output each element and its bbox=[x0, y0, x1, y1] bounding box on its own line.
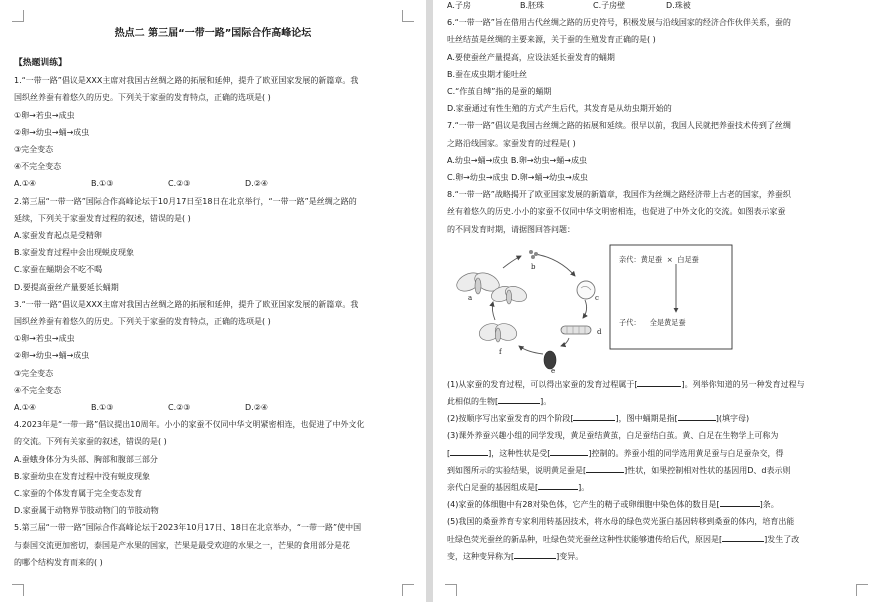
option-a: A.子房 bbox=[447, 1, 471, 10]
sub-question-1-cont: 此相似的生物[ ]。 bbox=[447, 397, 552, 407]
option-c: C.子房壁 bbox=[593, 1, 626, 10]
option-c: C.②③ bbox=[168, 179, 191, 189]
option-a: A.家蚕发育起点是受精卵 bbox=[14, 231, 102, 241]
statement-item: ③完全变态 bbox=[14, 145, 54, 155]
answer-options bbox=[447, 0, 866, 14]
question-line: 延续，下列关于家蚕发育过程的叙述，错误的是( ) bbox=[14, 213, 191, 223]
option-c: C.家蚕在蛹期会不吃不喝 bbox=[14, 265, 103, 275]
question-line: 6.“一带一路”旨在借用古代丝绸之路的历史符号，积极发展与沿线国家的经济合作伙伴关系，蚕的 bbox=[447, 18, 791, 28]
corner-mark-bottom-right bbox=[856, 584, 868, 596]
option-b: B.蚕在成虫期才能吐丝 bbox=[447, 69, 528, 79]
option-d: D.家蚕通过有性生殖的方式产生后代，其发育是从幼虫期开始的 bbox=[447, 104, 672, 114]
answer-blank[interactable] bbox=[538, 489, 578, 490]
answer-blank[interactable] bbox=[637, 386, 681, 387]
page-title: 热点二 第三届“一带一路”国际合作高峰论坛 bbox=[114, 28, 312, 39]
option-d: D.珠被 bbox=[666, 1, 691, 10]
corner-mark-bottom-left bbox=[445, 584, 457, 596]
cocoon-icon bbox=[577, 281, 595, 299]
sub-question-5-cont: 变，这种变异称为[ ]变异。 bbox=[447, 551, 584, 561]
sub-question-3-cont: 亲代白足蚕的基因组成是[ ]。 bbox=[447, 483, 590, 493]
question-line: 与泰国交流更加密切，泰国是产水果的国家，芒果是最受欢迎的水果之一，芒果的食用部分是花 bbox=[14, 540, 350, 550]
option-c: C.“作茧自缚”指的是蚕的蛹期 bbox=[447, 87, 552, 97]
page-left-content bbox=[14, 22, 412, 571]
question-line: 之路沿线国家。家蚕发育的过程是( ) bbox=[447, 138, 576, 148]
sub-question-2: (2)按顺序写出家蚕发育的四个阶段[ ]，图中蛹期是指[ ](填字母) bbox=[447, 414, 750, 424]
corner-mark-bottom-left bbox=[12, 584, 24, 596]
stage-label-d: d bbox=[597, 327, 602, 336]
option-row: C.卵→幼虫→成虫 D.卵→蛹→幼虫→成虫 bbox=[447, 173, 588, 183]
answer-blank[interactable] bbox=[514, 558, 556, 559]
answer-blank[interactable] bbox=[722, 541, 764, 542]
question-line: 国织丝养蚕有着悠久的历史。下列关于家蚕的发育特点，正确的选项是( ) bbox=[14, 93, 271, 103]
stage-label-c: c bbox=[595, 293, 599, 302]
question-line: 3.“一带一路”倡议是XXX主席对我国古丝绸之路的拓展和延伸，提升了欧亚国家发展的新篇章。我 bbox=[14, 299, 359, 309]
statement-item: ③完全变态 bbox=[14, 368, 54, 378]
statement-item: ④不完全变态 bbox=[14, 162, 62, 172]
question-line: 1.“一带一路”倡议是XXX主席对我国古丝绸之路的拓展和延伸，提升了欧亚国家发展的新篇章。我 bbox=[14, 76, 359, 86]
sub-question-1: (1)从家蚕的发育过程，可以得出家蚕的发育过程属于[ ]。列举你知道的另一种发育过程与 bbox=[447, 379, 805, 389]
sub-question-4: (4)家蚕的体细胞中有28对染色体，它产生的精子或卵细胞中染色体的数目是[ ]条。 bbox=[447, 500, 779, 510]
question-line: 5.第三届“一带一路”国际合作高峰论坛于2023年10月17日、18日在北京举办，“一带一路”使中国 bbox=[14, 523, 362, 533]
question-line: 国织丝养蚕有着悠久的历史。下列关于家蚕的发育特点，正确的选项是( ) bbox=[14, 317, 271, 327]
answer-blank[interactable] bbox=[586, 472, 624, 473]
corner-mark-top-left bbox=[12, 10, 24, 22]
answer-blank[interactable] bbox=[720, 506, 760, 507]
option-d: D.②④ bbox=[245, 179, 269, 189]
option-d: D.要提高蚕丝产量要延长蛹期 bbox=[14, 282, 119, 292]
option-a: A.蚕蛾身体分为头部、胸部和腹部三部分 bbox=[14, 454, 158, 464]
cross-parent-text: 亲代：黄足蚕 × 白足蚕 bbox=[619, 254, 699, 264]
option-a: A.①④ bbox=[14, 179, 37, 189]
page-right bbox=[433, 0, 880, 602]
statement-item: ①卵→若虫→成虫 bbox=[14, 334, 75, 344]
sub-question-3-cont: [ ]，这种性状是受[ ]控制的。养蚕小组的同学选用黄足蚕与白足蚕杂交，得 bbox=[447, 448, 784, 458]
question-line: 丝有着悠久的历史.小小的家蚕不仅同中华文明密相连，也促进了中外文化的交流。如图表示家蚕 bbox=[447, 207, 786, 217]
option-c: C.家蚕的个体发育属于完全变态发育 bbox=[14, 489, 143, 499]
answer-blank[interactable] bbox=[573, 420, 615, 421]
sub-question-3: (3)课外养蚕兴趣小组的同学发现，黄足蚕结黄茧，白足蚕结白茧。黄、白足在生物学上可称为 bbox=[447, 431, 779, 441]
option-row: A.幼虫→蛹→成虫 B.卵→幼虫→蛹→成虫 bbox=[447, 155, 587, 165]
stage-label-b: b bbox=[531, 262, 536, 271]
statement-item: ①卵→若虫→成虫 bbox=[14, 110, 75, 120]
corner-mark-top-right bbox=[402, 10, 414, 22]
question-line: 吐丝结茧是丝绸的主要来源，关于蚕的生殖发育正确的是( ) bbox=[447, 35, 656, 45]
question-line: 的不同发育时期，请据图回答问题： bbox=[447, 224, 575, 234]
statement-item: ②卵→幼虫→蛹→成虫 bbox=[14, 127, 90, 137]
option-a: A.要使蚕丝产量提高，应设法延长蚕发育的蛹期 bbox=[447, 52, 615, 62]
question-line: 4.2023年是“一带一路”倡议提出10周年。小小的家蚕不仅同中华文明紧密相连，也促进了中外文化 bbox=[14, 420, 365, 430]
sub-question-3-cont: 到如图所示的实验结果，说明黄足蚕是[ ]性状，如果控制相对性状的基因用D、d表示则 bbox=[447, 465, 791, 475]
answer-blank[interactable] bbox=[678, 420, 716, 421]
page-left bbox=[0, 0, 426, 602]
question-line: 的哪个结构发育而来的( ) bbox=[14, 557, 103, 567]
statement-item: ④不完全变态 bbox=[14, 385, 62, 395]
section-heading: 【热题训练】 bbox=[14, 58, 67, 68]
stage-label-e: e bbox=[551, 366, 556, 374]
answer-blank[interactable] bbox=[450, 455, 488, 456]
corner-mark-bottom-right bbox=[402, 584, 414, 596]
option-b: B.胚珠 bbox=[520, 1, 545, 10]
question-line: 的交流。下列有关家蚕的叙述，错误的是( ) bbox=[14, 437, 167, 447]
answer-blank[interactable] bbox=[498, 403, 540, 404]
moth-icon bbox=[477, 321, 519, 344]
question-line: 7.“一带一路”倡议是我国古丝绸之路的拓展和延续。很早以前，我国人民就把养蚕技术传到了丝绸 bbox=[447, 121, 791, 131]
sub-question-5-cont: 吐绿色荧光蚕丝的新品种，吐绿色荧光蚕丝这种性状能够遗传给后代，原因是[ ]发生了改 bbox=[447, 534, 800, 544]
option-b: B.①③ bbox=[91, 179, 114, 189]
egg-icon bbox=[529, 250, 538, 259]
answer-options bbox=[14, 399, 412, 416]
silkworm-figure bbox=[447, 242, 866, 374]
silkworm-life-cycle-diagram bbox=[447, 242, 866, 374]
sub-question-5: (5)我国的桑蚕养育专家利用转基因技术，将水母的绿色荧光蛋白基因转移到桑蚕的体内，培育出能 bbox=[447, 517, 795, 527]
option-a: A.①④ bbox=[14, 403, 37, 413]
option-d: D.家蚕属于动物界节肢动物门的节肢动物 bbox=[14, 506, 159, 516]
cross-offspring-text: 子代： 全是黄足蚕 bbox=[619, 317, 686, 327]
larva-icon bbox=[561, 326, 591, 334]
stage-label-a: a bbox=[468, 293, 473, 302]
question-line: 8.“一带一路”战略揭开了欧亚国家发展的新篇章，我国作为丝绸之路经济带上古老的国家，养蚕织 bbox=[447, 190, 791, 200]
moth-icon bbox=[454, 269, 529, 304]
option-b: B.①③ bbox=[91, 403, 114, 413]
option-c: C.②③ bbox=[168, 403, 191, 413]
stage-label-f: f bbox=[499, 347, 502, 356]
answer-blank[interactable] bbox=[550, 455, 588, 456]
answer-options bbox=[14, 175, 412, 192]
option-b: B.家蚕发育过程中会出现蜕皮现象 bbox=[14, 248, 135, 258]
option-b: B.家蚕幼虫在发育过程中没有蜕皮现象 bbox=[14, 471, 151, 481]
option-d: D.②④ bbox=[245, 403, 269, 413]
page-right-content bbox=[447, 0, 866, 565]
question-line: 2.第三届“一带一路”国际合作高峰论坛于10月17日至18日在北京举行，“一带一路”是丝绸之路的 bbox=[14, 196, 357, 206]
statement-item: ②卵→幼虫→蛹→成虫 bbox=[14, 351, 90, 361]
